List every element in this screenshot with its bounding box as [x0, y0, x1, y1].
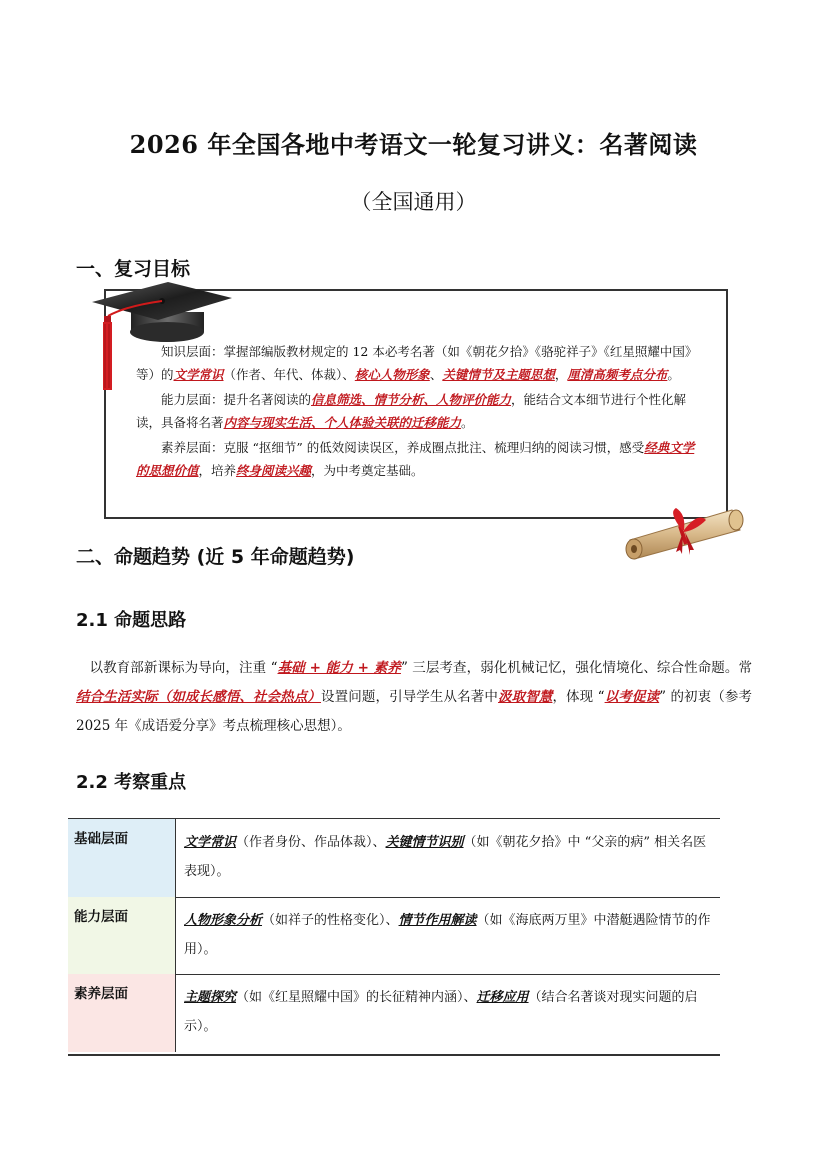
- approach-paragraph: 以教育部新课标为导向，注重 “基础 + 能力 + 素养” 三层考查，弱化机械记忆，强化情境化、综合性命题。常结合生活实际（如成长感悟、社会热点）设置问题，引导学生从名著中汲取智慧，体现 “以考促读” 的初衷（参考 2025 年《成语爱分享》考点梳理核心思想）。: [76, 660, 753, 734]
- table-row: [68, 974, 720, 1052]
- table-row-label: 素养层面: [68, 974, 176, 1052]
- table-row-text: 人物形象分析（如祥子的性格变化）、情节作用解读（如《海底两万里》中潜艇遇险情节的作用）。: [184, 913, 711, 957]
- goals-text: [136, 340, 696, 484]
- diploma-scroll-icon: [620, 500, 748, 562]
- page-subtitle: （全国通用）: [350, 190, 477, 214]
- table-row-text: 文学常识（作者身份、作品体裁）、关键情节识别（如《朝花夕拾》中 “父亲的病” 相关名医表现）。: [184, 835, 707, 879]
- table-row-text: 主题探究（如《红星照耀中国》的长征精神内涵）、迁移应用（结合名著谈对现实问题的启示）。: [184, 990, 698, 1034]
- subsection-heading-focus: 2.2 考察重点: [76, 772, 187, 793]
- focus-table: [68, 818, 720, 1056]
- table-row: [68, 897, 720, 975]
- table-row-label: 基础层面: [68, 819, 176, 897]
- table-row-label: 能力层面: [68, 897, 176, 974]
- goal-knowledge: 知识层面：掌握部编版教材规定的 12 本必考名著（如《朝花夕拾》《骆驼祥子》《红星照耀中国》等）的文学常识（作者、年代、体裁）、核心人物形象、关键情节及主题思想，厘清高频考点分布。: [136, 344, 692, 382]
- page-title: 2026 年全国各地中考语文一轮复习讲义：名著阅读: [129, 130, 698, 159]
- section-heading-trends: 二、命题趋势 (近 5 年命题趋势): [76, 546, 355, 568]
- goal-literacy: 素养层面：克服 “抠细节” 的低效阅读误区，养成圈点批注、梳理归纳的阅读习惯，感受经典文学的思想价值，培养终身阅读兴趣，为中考奠定基础。: [136, 440, 695, 478]
- subsection-heading-approach: 2.1 命题思路: [76, 610, 187, 631]
- section-heading-goals: 一、复习目标: [76, 258, 191, 280]
- goal-ability: 能力层面：提升名著阅读的信息筛选、情节分析、人物评价能力，能结合文本细节进行个性化解读，具备将名著内容与现实生活、个人体验关联的迁移能力。: [136, 392, 687, 430]
- table-row: [68, 819, 720, 898]
